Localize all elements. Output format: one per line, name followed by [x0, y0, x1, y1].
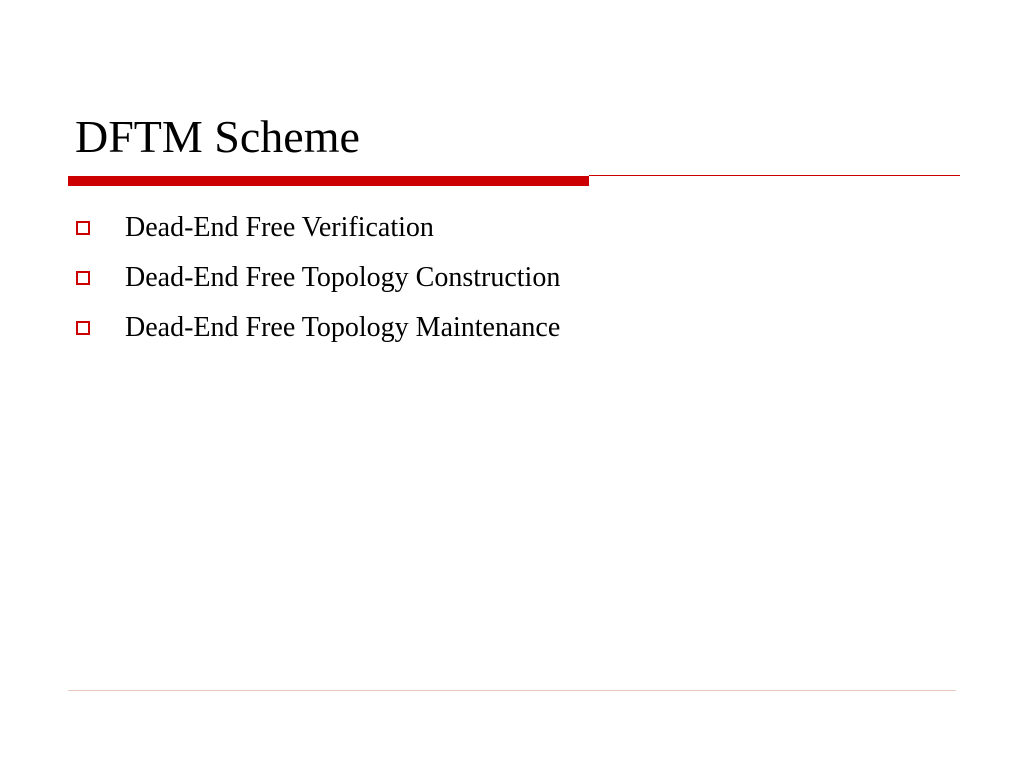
title-underline-thin: [589, 175, 960, 176]
bullet-item: [76, 203, 560, 253]
bullet-item: [76, 253, 560, 303]
bullet-text: Dead-End Free Verification: [125, 212, 434, 243]
bullet-item: [76, 303, 560, 353]
bullet-text: Dead-End Free Topology Construction: [125, 262, 561, 293]
bullet-text: Dead-End Free Topology Maintenance: [125, 312, 561, 343]
slide-title: DFTM Scheme: [75, 111, 360, 162]
bullet-list: [76, 203, 560, 353]
hollow-square-bullet-icon: [76, 221, 90, 235]
hollow-square-bullet-icon: [76, 321, 90, 335]
title-underline-thick: [68, 176, 589, 186]
hollow-square-bullet-icon: [76, 271, 90, 285]
footer-divider: [68, 690, 956, 691]
